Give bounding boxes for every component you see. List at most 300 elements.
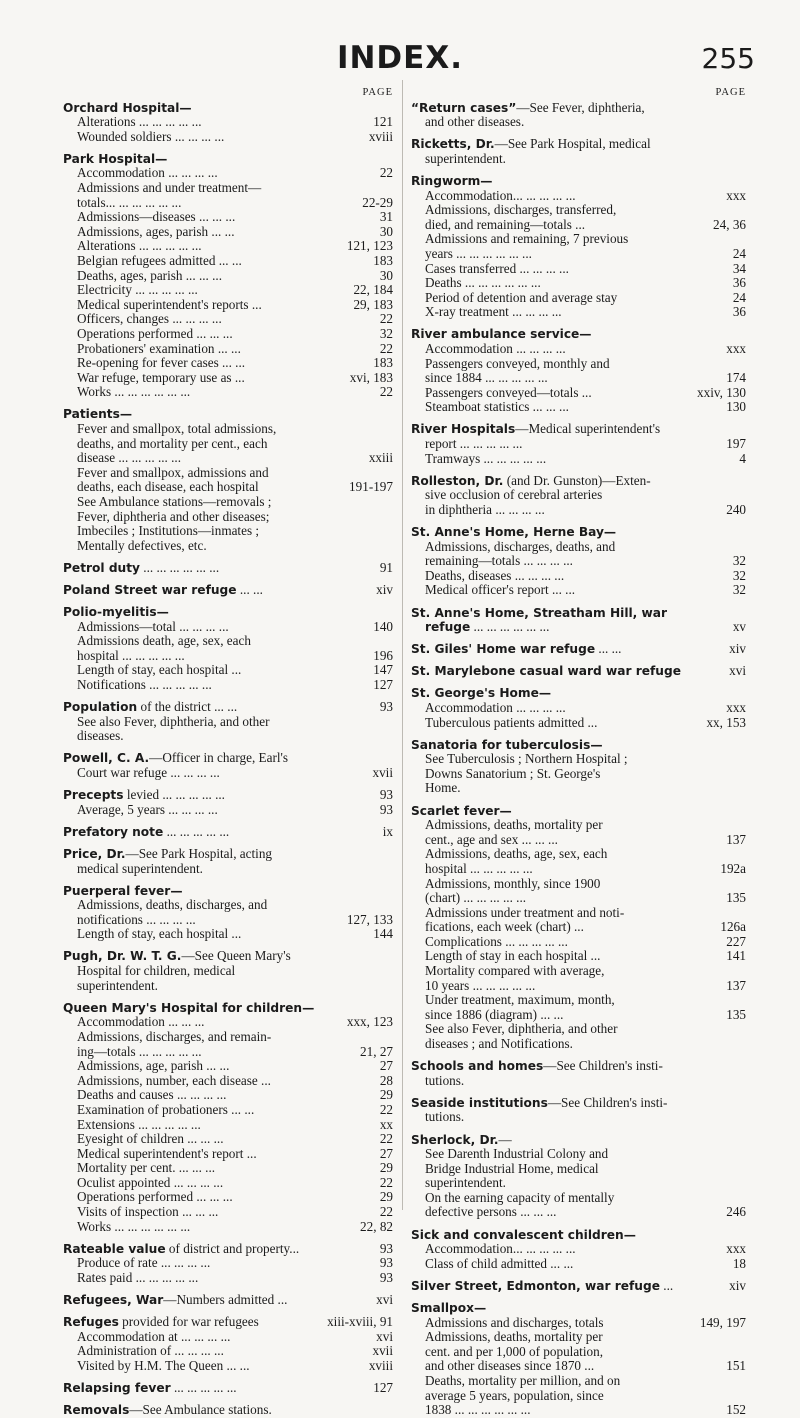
entry-text bbox=[63, 605, 389, 620]
page-reference: 126a bbox=[720, 919, 746, 935]
entry-heading: St. Marylebone casual ward war refuge bbox=[411, 664, 681, 679]
entry-subline bbox=[63, 1103, 393, 1118]
entry-description: tutions. bbox=[425, 1110, 465, 1125]
entry-text bbox=[411, 1374, 742, 1389]
entry-text bbox=[411, 152, 742, 167]
entry-description: since 1886 (diagram) ... ... bbox=[425, 1007, 564, 1022]
page-reference: xiv bbox=[729, 1277, 746, 1293]
page-reference: 22-29 bbox=[362, 194, 393, 210]
index-column-right bbox=[411, 86, 746, 1418]
entry-description: ... ... ... ... ... bbox=[170, 1381, 237, 1395]
entry-heading: Ringworm— bbox=[411, 173, 493, 188]
entry-text bbox=[63, 466, 389, 481]
entry-description: Admissions, discharges, and remain- bbox=[77, 1029, 272, 1044]
entry-text bbox=[411, 342, 722, 357]
entry-description: Accommodation... ... ... ... ... bbox=[425, 188, 576, 203]
entry-text bbox=[63, 1293, 372, 1308]
entry-description: Accommodation at ... ... ... ... bbox=[77, 1329, 231, 1344]
page-reference: 147 bbox=[373, 662, 393, 678]
entry-text bbox=[411, 1037, 742, 1052]
entry-text bbox=[63, 510, 389, 525]
entry-text bbox=[63, 342, 376, 357]
entry-subline bbox=[63, 166, 393, 181]
index-entry bbox=[411, 1096, 746, 1125]
entry-description: Medical officer's report ... ... bbox=[425, 583, 576, 598]
entry-description: Period of detention and average stay bbox=[425, 290, 618, 305]
entry-text bbox=[411, 452, 735, 467]
entry-heading-line bbox=[63, 605, 393, 620]
entry-heading-line bbox=[63, 1293, 393, 1308]
page-reference: xiii-xviii, 91 bbox=[327, 1314, 393, 1330]
entry-subline bbox=[411, 949, 746, 964]
page-reference: 93 bbox=[379, 787, 393, 803]
entry-subline bbox=[411, 701, 746, 716]
entry-description: Admissions and discharges, totals bbox=[425, 1315, 604, 1330]
entry-text bbox=[63, 480, 345, 495]
entry-text bbox=[63, 1045, 356, 1060]
entry-subline bbox=[63, 1059, 393, 1074]
entry-heading: Rateable value bbox=[63, 1241, 166, 1256]
entry-subline bbox=[411, 276, 746, 291]
entry-text bbox=[63, 949, 389, 964]
entry-text bbox=[411, 1074, 742, 1089]
entry-text bbox=[411, 877, 742, 892]
entry-text bbox=[411, 949, 722, 964]
entry-text bbox=[63, 437, 389, 452]
entry-text bbox=[63, 913, 343, 928]
page-reference: 197 bbox=[726, 436, 746, 452]
page-reference: 93 bbox=[379, 699, 393, 715]
entry-text bbox=[411, 262, 729, 277]
entry-text bbox=[63, 539, 389, 554]
entry-description: Re-opening for fever cases ... ... bbox=[77, 356, 246, 371]
entry-description: Admissions, number, each disease ... bbox=[77, 1073, 271, 1088]
index-entry bbox=[63, 407, 393, 553]
entry-heading: refuge bbox=[425, 620, 471, 635]
entry-heading-line bbox=[411, 422, 746, 437]
entry-subline bbox=[63, 1359, 393, 1374]
entry-heading: Sanatoria for tuberculosis— bbox=[411, 737, 603, 752]
entry-text bbox=[411, 1389, 742, 1404]
entry-text bbox=[411, 1205, 722, 1220]
entry-heading-line bbox=[63, 1403, 393, 1418]
page-number: 255 bbox=[701, 42, 755, 75]
entry-text bbox=[411, 1133, 742, 1148]
entry-description: average 5 years, population, since bbox=[425, 1388, 604, 1403]
entry-description: Mortality per cent. ... ... ... bbox=[77, 1161, 216, 1176]
entry-description: superintendent. bbox=[77, 978, 158, 993]
entry-subline bbox=[63, 1147, 393, 1162]
entry-description: defective persons ... ... ... bbox=[425, 1205, 557, 1220]
entry-subline bbox=[411, 1242, 746, 1257]
entry-subline bbox=[411, 920, 746, 935]
entry-description: ... ... ... ... ... ... bbox=[140, 560, 220, 575]
page-reference: xvii bbox=[372, 1343, 393, 1359]
entry-text bbox=[411, 686, 742, 701]
page-reference: 22 bbox=[379, 1131, 393, 1147]
entry-description: Notifications ... ... ... ... ... bbox=[77, 678, 212, 693]
entry-text bbox=[411, 218, 709, 233]
entry-text bbox=[411, 752, 742, 767]
entry-subline bbox=[411, 342, 746, 357]
page-reference: 24 bbox=[732, 289, 746, 305]
entry-subline bbox=[411, 752, 746, 767]
entry-text bbox=[63, 715, 389, 730]
entry-heading: Polio-myelitis— bbox=[63, 605, 169, 620]
entry-subline bbox=[63, 495, 393, 510]
entry-text bbox=[63, 181, 389, 196]
entry-subline bbox=[411, 862, 746, 877]
entry-text bbox=[63, 1147, 376, 1162]
entry-description: See Darenth Industrial Colony and bbox=[425, 1147, 609, 1162]
entry-subline bbox=[411, 503, 746, 518]
entry-text bbox=[411, 1345, 742, 1360]
entry-subline bbox=[63, 385, 393, 400]
entry-subline bbox=[63, 196, 393, 211]
entry-heading: Powell, C. A. bbox=[63, 751, 150, 766]
entry-description: Hospital for children, medical bbox=[77, 964, 236, 979]
entry-text bbox=[411, 1176, 742, 1191]
entry-text bbox=[411, 1228, 742, 1243]
entry-description: superintendent. bbox=[425, 151, 506, 166]
entry-subline bbox=[63, 524, 393, 539]
entry-heading: River ambulance service— bbox=[411, 327, 592, 342]
entry-text bbox=[63, 371, 346, 386]
entry-text bbox=[63, 766, 368, 781]
entry-text bbox=[63, 327, 376, 342]
entry-description: —See Park Hospital, acting bbox=[125, 846, 273, 861]
entry-heading: St. Anne's Home, Herne Bay— bbox=[411, 525, 617, 540]
entry-description: Tuberculous patients admitted ... bbox=[425, 715, 598, 730]
entry-text bbox=[411, 979, 722, 994]
page-reference: 174 bbox=[726, 370, 746, 386]
index-entry bbox=[411, 642, 746, 657]
entry-heading: Park Hospital— bbox=[63, 151, 168, 166]
page-reference: 29 bbox=[379, 1189, 393, 1205]
entry-heading-line bbox=[63, 825, 393, 840]
page-reference: xxx bbox=[726, 187, 746, 203]
entry-text bbox=[63, 1315, 323, 1330]
entry-subline bbox=[411, 357, 746, 372]
entry-text bbox=[411, 488, 742, 503]
entry-description: Works ... ... ... ... ... ... bbox=[77, 1219, 191, 1234]
entry-text bbox=[411, 137, 742, 152]
entry-heading-line bbox=[411, 642, 746, 657]
entry-description: Visits of inspection ... ... ... bbox=[77, 1205, 219, 1220]
index-entry bbox=[411, 804, 746, 1052]
entry-text bbox=[63, 1256, 376, 1271]
page-reference: 141 bbox=[726, 948, 746, 964]
page-reference: xviii bbox=[368, 128, 393, 144]
entry-description: Home. bbox=[425, 781, 461, 796]
entry-subline bbox=[63, 663, 393, 678]
entry-subline bbox=[411, 386, 746, 401]
entry-subline bbox=[411, 1389, 746, 1404]
entry-subline bbox=[63, 210, 393, 225]
entry-text bbox=[411, 1279, 725, 1294]
entry-subline bbox=[63, 1015, 393, 1030]
entry-text bbox=[411, 1096, 742, 1111]
entry-text bbox=[63, 356, 369, 371]
entry-text bbox=[63, 1242, 376, 1257]
entry-description: Length of stay, each hospital ... bbox=[77, 927, 242, 942]
entry-subline bbox=[411, 818, 746, 833]
entry-description: Admissions and under treatment— bbox=[77, 181, 262, 196]
page-reference: xxiii bbox=[368, 450, 393, 466]
entry-description: diseases ; and Notifications. bbox=[425, 1037, 573, 1052]
entry-description: provided for war refugees bbox=[118, 1315, 259, 1330]
entry-subline bbox=[411, 781, 746, 796]
entry-subline bbox=[411, 906, 746, 921]
entry-heading-line bbox=[411, 1096, 746, 1111]
entry-text bbox=[63, 407, 389, 422]
entry-text bbox=[411, 1301, 742, 1316]
page-reference: 121, 123 bbox=[346, 238, 393, 254]
entry-text bbox=[411, 862, 716, 877]
page-reference: xvi bbox=[376, 1292, 393, 1308]
page-reference: 31 bbox=[379, 209, 393, 225]
index-entry bbox=[63, 605, 393, 693]
entry-text bbox=[411, 1330, 742, 1345]
entry-description: since 1884 ... ... ... ... ... bbox=[425, 371, 548, 386]
entry-subline bbox=[411, 1037, 746, 1052]
entry-text bbox=[63, 862, 389, 877]
page-reference: 22 bbox=[379, 311, 393, 327]
entry-heading: Sick and convalescent children— bbox=[411, 1227, 636, 1242]
entry-subline bbox=[411, 1176, 746, 1191]
entry-heading-line bbox=[63, 1381, 393, 1396]
entry-description: Belgian refugees admitted ... ... bbox=[77, 254, 242, 269]
entry-description: Deaths, mortality per million, and on bbox=[425, 1373, 621, 1388]
index-entry bbox=[63, 700, 393, 744]
page-reference: 127 bbox=[373, 1380, 393, 1395]
page-reference: xxx bbox=[726, 1241, 746, 1257]
entry-subline bbox=[411, 437, 746, 452]
entry-text bbox=[63, 422, 389, 437]
page-reference: xiv bbox=[376, 582, 393, 597]
entry-text bbox=[63, 269, 376, 284]
entry-description: See also Fever, diphtheria, and other bbox=[77, 714, 270, 729]
page-reference: 135 bbox=[726, 890, 746, 906]
entry-heading-line bbox=[411, 686, 746, 701]
entry-heading-line bbox=[411, 1301, 746, 1316]
page-reference: 137 bbox=[726, 831, 746, 847]
entry-description: Deaths and causes ... ... ... ... bbox=[77, 1088, 227, 1103]
entry-text bbox=[63, 788, 376, 803]
entry-text bbox=[411, 664, 725, 679]
entry-text bbox=[63, 524, 389, 539]
page-reference: xvi bbox=[376, 1328, 393, 1344]
entry-subline bbox=[63, 356, 393, 371]
entry-description: Admissions and remaining, 7 previous bbox=[425, 232, 629, 247]
page-reference: 93 bbox=[379, 801, 393, 817]
entry-subline bbox=[411, 305, 746, 320]
entry-text bbox=[411, 738, 742, 753]
entry-description: Court war refuge ... ... ... ... bbox=[77, 766, 220, 781]
entry-description: deaths, each disease, each hospital bbox=[77, 480, 259, 495]
entry-text bbox=[411, 371, 722, 386]
entry-text bbox=[63, 825, 379, 840]
entry-description: ... ... ... ... ... ... bbox=[470, 620, 550, 635]
page-reference: 227 bbox=[726, 933, 746, 949]
page-reference: xxx bbox=[726, 699, 746, 715]
entry-heading-line bbox=[411, 474, 746, 489]
page-reference: xvi, 183 bbox=[349, 369, 393, 385]
entry-heading: St. George's Home— bbox=[411, 686, 552, 701]
entry-description: —See Children's insti- bbox=[547, 1095, 668, 1110]
index-entry bbox=[63, 847, 393, 876]
index-entry bbox=[411, 1279, 746, 1294]
entry-description: years ... ... ... ... ... ... bbox=[425, 246, 532, 261]
entry-subline bbox=[411, 540, 746, 555]
page-reference: xx, 153 bbox=[706, 714, 746, 730]
entry-subline bbox=[411, 262, 746, 277]
page-reference: xvii bbox=[372, 765, 393, 781]
index-entry bbox=[63, 101, 393, 145]
entry-text bbox=[411, 1257, 729, 1272]
entry-text bbox=[411, 189, 722, 204]
entry-description: fications, each week (chart) ... bbox=[425, 920, 584, 935]
page-column-heading: PAGE bbox=[715, 87, 746, 98]
entry-text bbox=[63, 979, 389, 994]
entry-description: Medical superintendent's reports ... bbox=[77, 297, 262, 312]
page-reference: 22 bbox=[379, 1101, 393, 1117]
entry-text bbox=[63, 1132, 376, 1147]
entry-text bbox=[411, 1022, 742, 1037]
entry-text bbox=[63, 583, 372, 598]
entry-description: —See Fever, diphtheria, bbox=[516, 100, 645, 115]
entry-text bbox=[63, 964, 389, 979]
entry-heading: Sherlock, Dr. bbox=[411, 1132, 499, 1147]
page-reference: 24, 36 bbox=[713, 216, 746, 232]
entry-heading-line bbox=[63, 847, 393, 862]
entry-text bbox=[63, 663, 369, 678]
entry-heading-line bbox=[63, 101, 393, 116]
index-entry bbox=[63, 152, 393, 400]
entry-subline bbox=[63, 964, 393, 979]
entry-description: Operations performed ... ... ... bbox=[77, 1190, 233, 1205]
entry-text bbox=[411, 993, 742, 1008]
entry-description: War refuge, temporary use as ... bbox=[77, 370, 245, 385]
index-entry bbox=[411, 137, 746, 166]
entry-text bbox=[63, 634, 389, 649]
entry-text bbox=[411, 606, 742, 621]
entry-description: —Medical superintendent's bbox=[515, 422, 661, 437]
entry-subline bbox=[411, 1191, 746, 1206]
entry-description: Bridge Industrial Home, medical bbox=[425, 1161, 599, 1176]
entry-heading: Scarlet fever— bbox=[411, 803, 512, 818]
page-reference: 30 bbox=[379, 267, 393, 283]
entry-heading-line bbox=[411, 1133, 746, 1148]
entry-heading: Seaside institutions bbox=[411, 1095, 548, 1110]
index-entry bbox=[411, 1301, 746, 1418]
entry-text bbox=[63, 1118, 376, 1133]
entry-heading: Smallpox— bbox=[411, 1300, 487, 1315]
index-entry bbox=[63, 1001, 393, 1235]
index-entry bbox=[411, 738, 746, 796]
page-reference: 135 bbox=[726, 1006, 746, 1022]
entry-text bbox=[411, 291, 729, 306]
entry-description: disease ... ... ... ... ... bbox=[77, 451, 182, 466]
entry-text bbox=[411, 101, 742, 116]
entry-subline bbox=[411, 291, 746, 306]
entry-text bbox=[63, 898, 389, 913]
entry-text bbox=[63, 385, 376, 400]
entry-heading: Pugh, Dr. W. T. G. bbox=[63, 949, 182, 964]
index-entry bbox=[411, 664, 746, 679]
entry-description: Admissions, deaths, discharges, and bbox=[77, 898, 268, 913]
entry-subline bbox=[63, 327, 393, 342]
entry-subline bbox=[411, 847, 746, 862]
entry-subline bbox=[63, 1088, 393, 1103]
entry-description: Works ... ... ... ... ... ... bbox=[77, 385, 191, 400]
entry-subline bbox=[411, 583, 746, 598]
entry-description: ... ... bbox=[595, 642, 622, 657]
page-reference: 28 bbox=[379, 1072, 393, 1088]
entry-description: —Numbers admitted ... bbox=[163, 1293, 288, 1308]
entry-subline bbox=[63, 422, 393, 437]
page-reference: 22 bbox=[379, 1174, 393, 1190]
page-reference: xvi bbox=[729, 663, 746, 679]
entry-subline bbox=[63, 1256, 393, 1271]
entry-heading: Rolleston, Dr. bbox=[411, 473, 504, 488]
entry-description: — bbox=[498, 1132, 512, 1147]
entry-description: See also Fever, diphtheria, and other bbox=[425, 1022, 618, 1037]
entry-text bbox=[63, 1344, 368, 1359]
entry-text bbox=[63, 225, 376, 240]
entry-subline bbox=[411, 891, 746, 906]
entry-description: (and Dr. Gunston)—Exten- bbox=[503, 473, 651, 488]
entry-subline bbox=[63, 678, 393, 693]
entry-subline bbox=[63, 115, 393, 130]
entry-text bbox=[411, 276, 729, 291]
page-reference: 27 bbox=[379, 1145, 393, 1161]
entry-subline bbox=[63, 239, 393, 254]
entry-text bbox=[411, 115, 742, 130]
entry-description: Extensions ... ... ... ... ... bbox=[77, 1117, 201, 1132]
entry-heading-line bbox=[411, 1228, 746, 1243]
page-reference: 144 bbox=[373, 926, 393, 942]
entry-heading: St. Anne's Home, Streatham Hill, war bbox=[411, 605, 668, 620]
entry-subline bbox=[63, 620, 393, 635]
entry-description: Tramways ... ... ... ... ... bbox=[425, 451, 547, 466]
page-reference: 22, 82 bbox=[360, 1218, 393, 1234]
entry-description: Rates paid ... ... ... ... ... bbox=[77, 1270, 199, 1285]
entry-heading: Petrol duty bbox=[63, 560, 140, 575]
entry-text bbox=[63, 803, 376, 818]
entry-description: Length of stay in each hospital ... bbox=[425, 949, 601, 964]
entry-description: Under treatment, maximum, month, bbox=[425, 993, 615, 1008]
entry-text bbox=[63, 700, 376, 715]
entry-description: Operations performed ... ... ... bbox=[77, 327, 233, 341]
entry-heading-line bbox=[63, 700, 393, 715]
index-entry bbox=[63, 825, 393, 840]
entry-text bbox=[63, 495, 389, 510]
entry-heading-line bbox=[411, 606, 746, 621]
entry-subline bbox=[411, 767, 746, 782]
page-reference: ix bbox=[382, 823, 393, 839]
entry-description: 1838 ... ... ... ... ... ... bbox=[425, 1403, 531, 1418]
index-entry bbox=[63, 788, 393, 817]
page-reference: 91 bbox=[379, 559, 393, 575]
entry-description: Length of stay, each hospital ... bbox=[77, 663, 242, 678]
entry-text bbox=[63, 254, 369, 269]
entry-heading-line bbox=[63, 152, 393, 167]
entry-text bbox=[411, 569, 729, 584]
entry-subline bbox=[63, 1132, 393, 1147]
entry-subline bbox=[411, 833, 746, 848]
entry-subline bbox=[63, 480, 393, 495]
